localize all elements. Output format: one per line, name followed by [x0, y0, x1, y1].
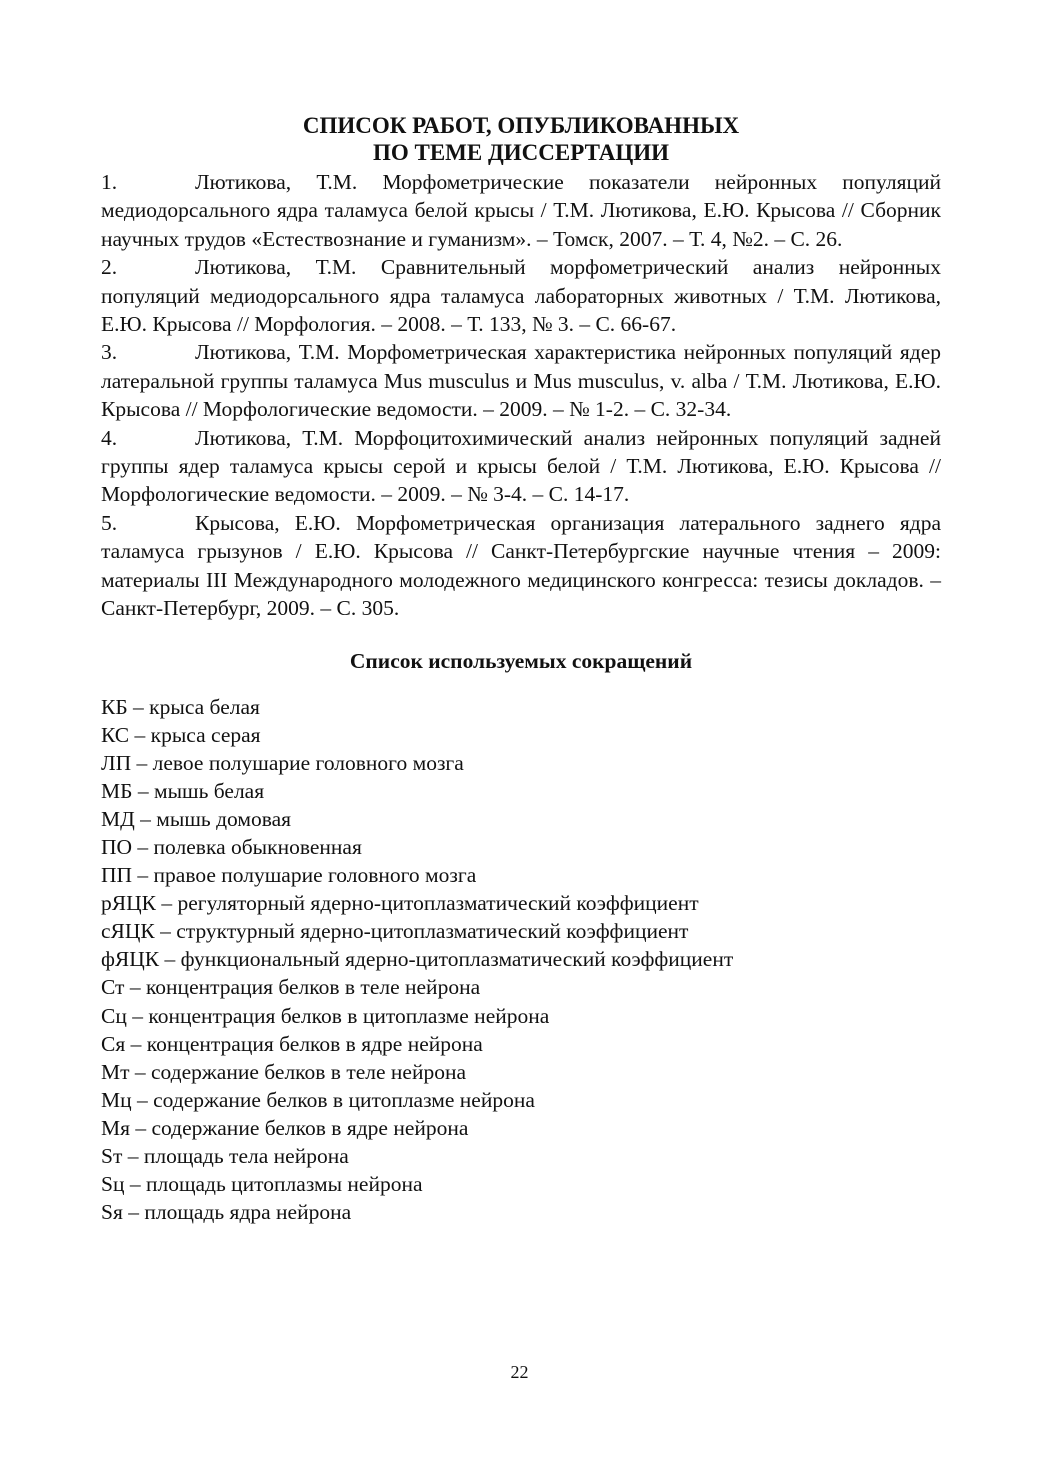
abbreviation-item: ЛП – левое полушарие головного мозга	[101, 750, 464, 775]
abbreviation-item: Sя – площадь ядра нейрона	[101, 1200, 352, 1225]
publication-text: Лютикова, Т.М. Морфоцитохимический анализ нейронных популяций задней группы ядер таламуса крысы серой и крысы белой / Т.М. Лютикова, Е.Ю. Крысова // Морфологические ведомости. – 2009. – № 3-4. – С. 14-17.	[101, 425, 941, 507]
abbreviation-item: Сц – концентрация белков в цитоплазме нейрона	[101, 1003, 550, 1028]
abbreviation-item: ПП – правое полушарие головного мозга	[101, 863, 477, 888]
publications-heading-line2: ПО ТЕМЕ ДИССЕРТАЦИИ	[372, 140, 670, 165]
abbreviation-item: Sт – площадь тела нейрона	[101, 1144, 349, 1168]
abbreviation-item: МБ – мышь белая	[101, 778, 265, 803]
abbreviation-item: ПО – полевка обыкновенная	[101, 834, 362, 859]
publication-number: 5.	[101, 510, 118, 535]
abbreviation-item: рЯЦК – регуляторный ядерно-цитоплазматический коэффициент	[101, 891, 699, 916]
abbreviation-item: сЯЦК – структурный ядерно-цитоплазматический коэффициент	[101, 919, 689, 944]
publication-number: 1.	[101, 170, 118, 194]
abbreviation-item: Мц – содержание белков в цитоплазме нейрона	[101, 1087, 535, 1112]
publication-item	[101, 424, 941, 509]
publication-text: Лютикова, Т.М. Сравнительный морфометрический анализ нейронных популяций медиодорсального ядра таламуса лабораторных животных / Т.М. Лютикова, Е.Ю. Крысова // Морфология. – 2008. – Т. 133, № 3. – С. 66-67.	[101, 255, 941, 337]
publication-item	[101, 253, 941, 338]
publication-text: Крысова, Е.Ю. Морфометрическая организация латерального заднего ядра таламуса грызунов / Е.Ю. Крысова // Санкт-Петербургские научные чтения – 2009: материалы III Международного молодежного медицинского конгресса: тезисы докладов. – Санкт-Петербург, 2009. – С. 305.	[101, 510, 941, 621]
publication-item	[101, 338, 941, 423]
document-page	[101, 112, 941, 1226]
publication-text: Лютикова, Т.М. Морфометрические показатели нейронных популяций медиодорсального ядра таламуса белой крысы / Т.М. Лютикова, Е.Ю. Крысова // Сборник научных трудов «Естествознание и гуманизм». – Томск, 2007. – Т. 4, №2. – С. 26.	[101, 170, 941, 251]
abbreviations-heading: Список используемых сокращений	[349, 648, 693, 673]
abbreviation-item: Ся – концентрация белков в ядре нейрона	[101, 1031, 483, 1056]
abbreviation-item: КБ – крыса белая	[101, 694, 260, 719]
publication-text: Лютикова, Т.М. Морфометрическая характеристика нейронных популяций ядер латеральной группы таламуса Mus musculus и Mus musculus, v. alba / Т.М. Лютикова, Е.Ю. Крысова // Морфологические ведомости. – 2009. – № 1-2. – С. 32-34.	[101, 340, 941, 422]
abbreviation-item: фЯЦК – функциональный ядерно-цитоплазматический коэффициент	[101, 947, 734, 972]
page-number: 22	[510, 1362, 529, 1382]
publication-number: 4.	[101, 425, 118, 450]
abbreviation-item: КС – крыса серая	[101, 722, 261, 747]
abbreviation-item: Ст – концентрация белков в теле нейрона	[101, 975, 481, 1000]
publications-list	[101, 168, 941, 623]
publications-heading-line1: СПИСОК РАБОТ, ОПУБЛИКОВАННЫХ	[302, 113, 740, 138]
abbreviation-item: МД – мышь домовая	[101, 806, 292, 831]
publication-number: 3.	[101, 340, 118, 365]
abbreviation-item: Мт – содержание белков в теле нейрона	[101, 1059, 467, 1084]
publication-item	[101, 509, 941, 623]
publications-heading	[101, 112, 941, 166]
abbreviation-item: Sц – площадь цитоплазмы нейрона	[101, 1172, 423, 1197]
abbreviations-list	[101, 693, 941, 1227]
publication-number: 2.	[101, 255, 118, 280]
publication-item	[101, 168, 941, 253]
abbreviation-item: Мя – содержание белков в ядре нейрона	[101, 1115, 469, 1140]
